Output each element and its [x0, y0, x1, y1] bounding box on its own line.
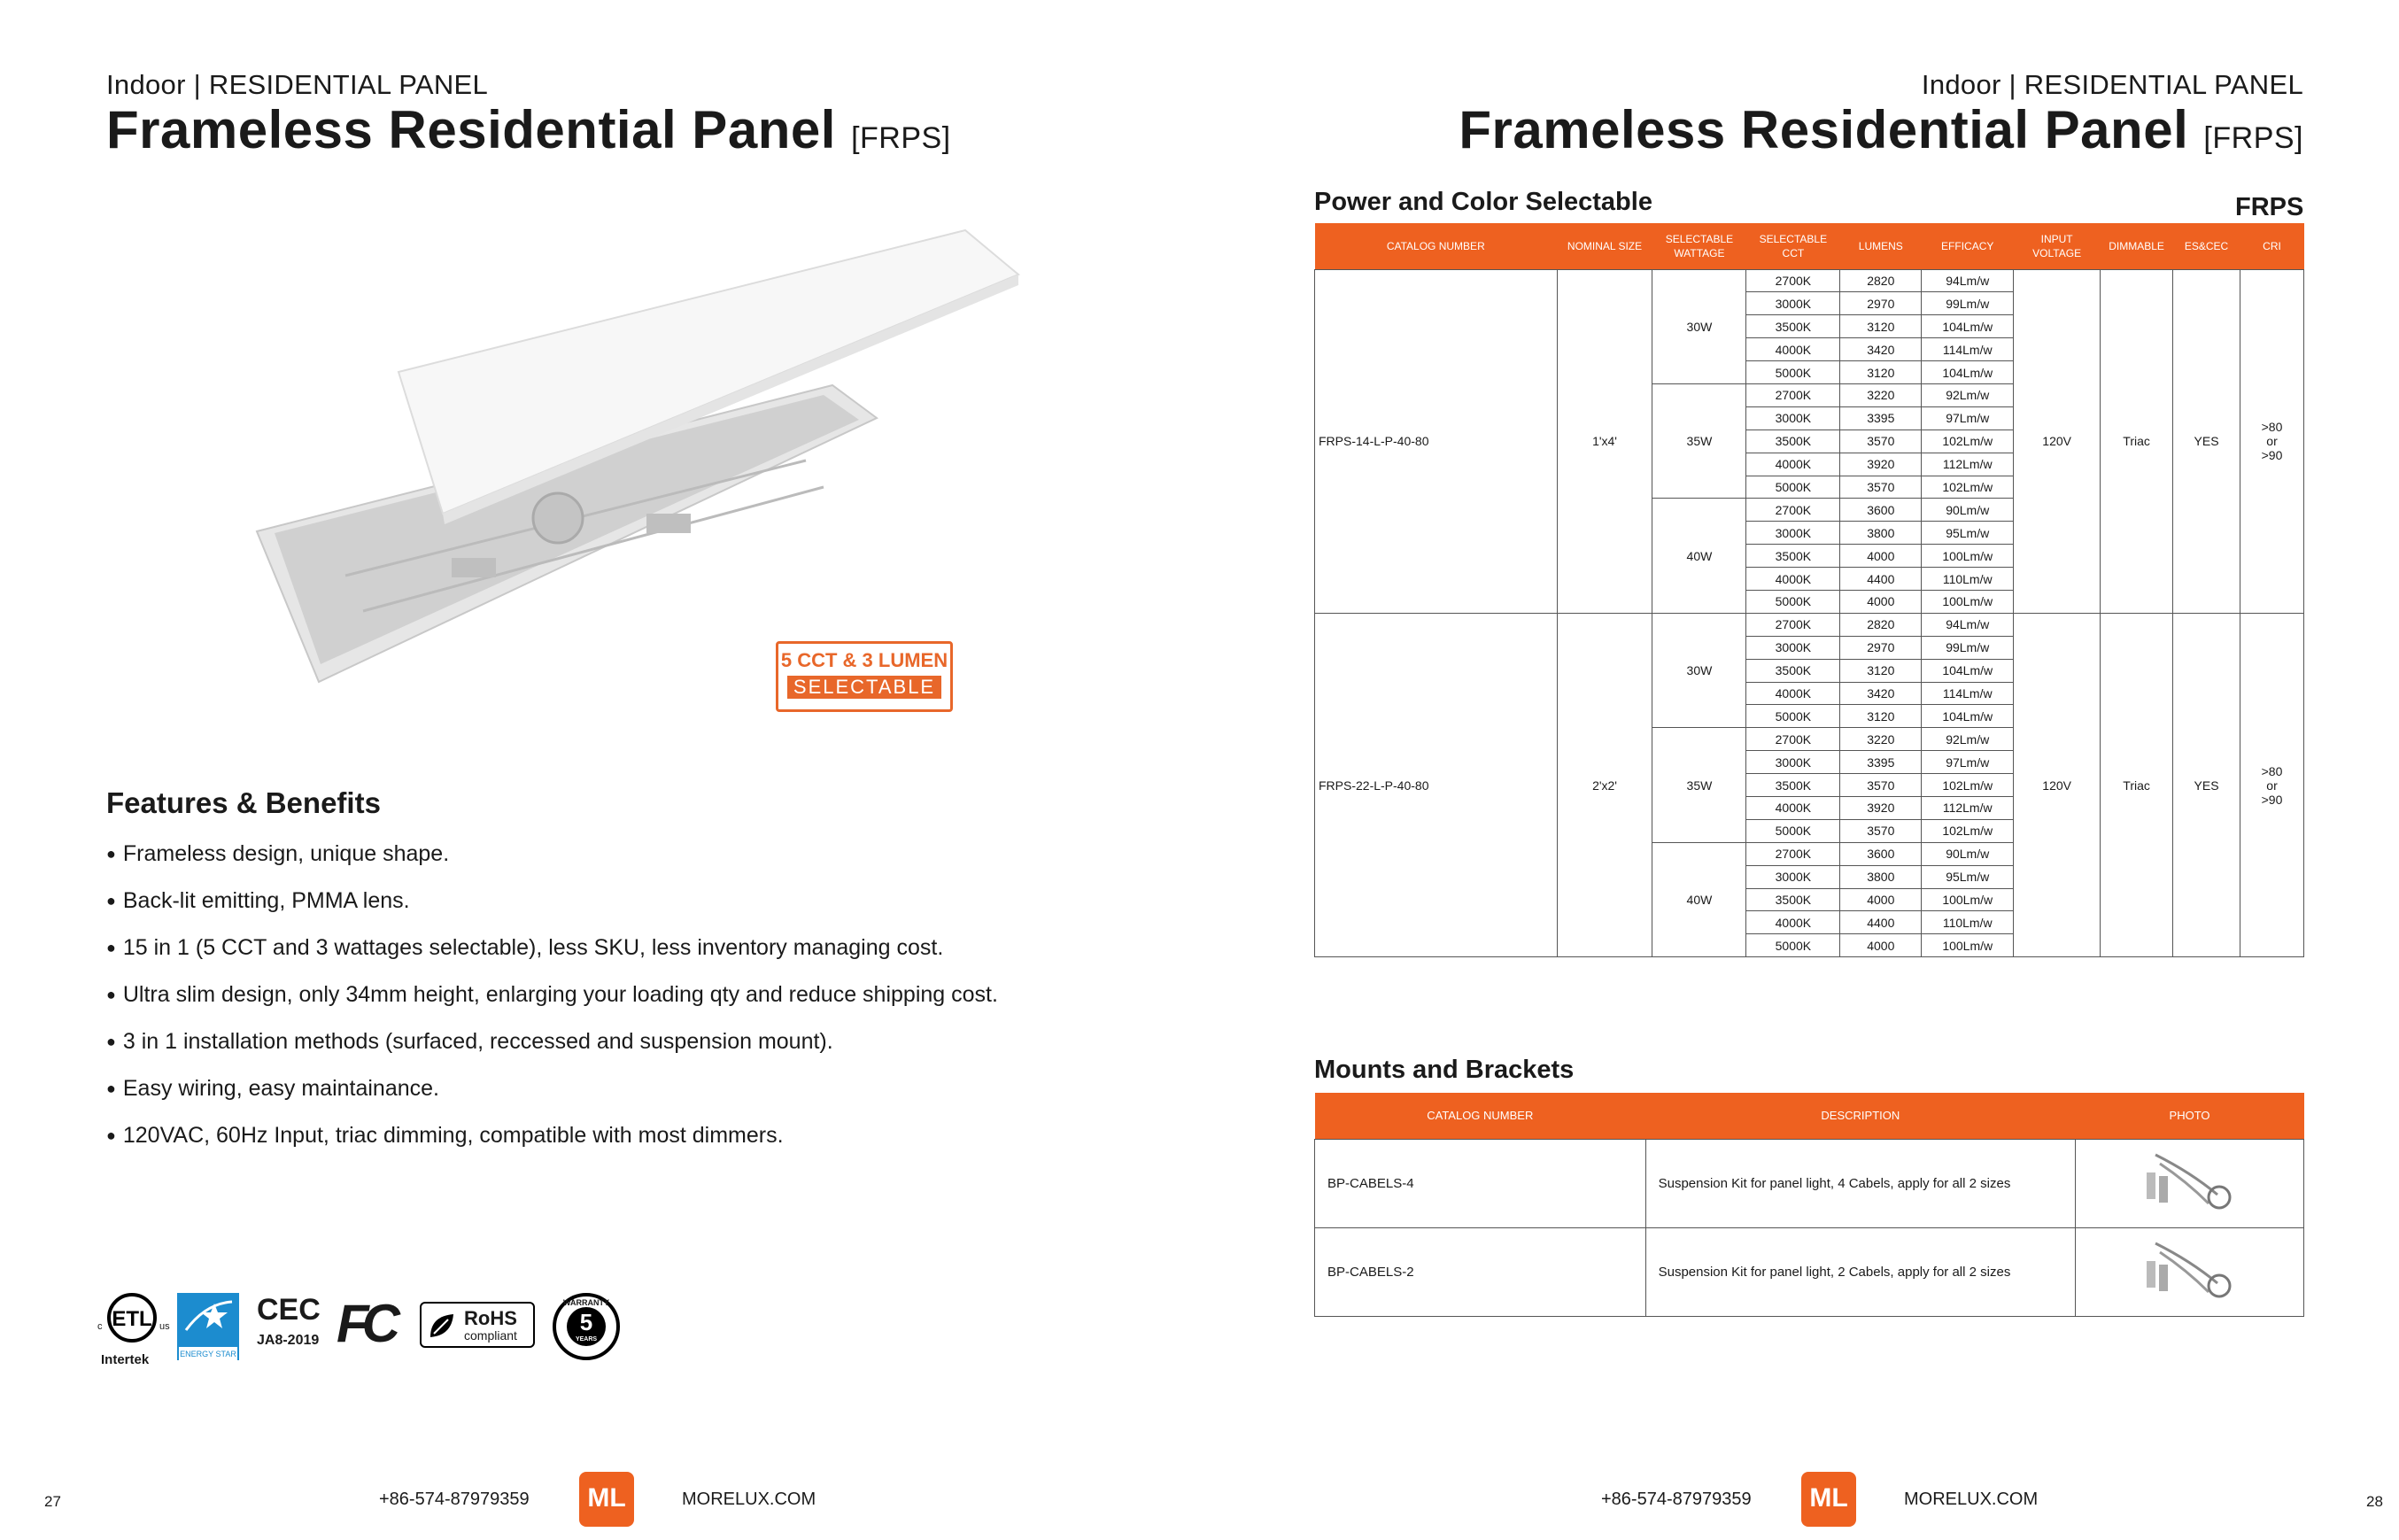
lumens: 3420	[1840, 338, 1922, 361]
lumens: 3570	[1840, 774, 1922, 797]
energy-star-label: ENERGY STAR	[179, 1347, 237, 1361]
energy-star-logo	[177, 1293, 239, 1360]
cri-line: or	[2266, 778, 2278, 793]
suspension-kit-image	[2138, 1146, 2244, 1217]
efficacy: 97Lm/w	[1922, 406, 2014, 429]
cct: 5000K	[1746, 361, 1840, 384]
spec-header-cell: CATALOG NUMBER	[1315, 223, 1558, 269]
cct: 4000K	[1746, 796, 1840, 819]
lumens: 3120	[1840, 361, 1922, 384]
efficacy: 94Lm/w	[1922, 269, 2014, 292]
rohs-sub-label: compliant	[464, 1328, 517, 1343]
efficacy: 95Lm/w	[1922, 865, 2014, 888]
lumens: 4000	[1840, 888, 1922, 911]
cct: 5000K	[1746, 590, 1840, 613]
cct: 2700K	[1746, 499, 1840, 522]
lumens: 4400	[1840, 568, 1922, 591]
cct: 2700K	[1746, 383, 1840, 406]
spec-header-cell: SELECTABLE WATTAGE	[1652, 223, 1746, 269]
warranty-years: YEARS	[575, 1336, 598, 1343]
feature-item: ● 120VAC, 60Hz Input, triac dimming, compatible with most dimmers.	[106, 1123, 998, 1170]
cct: 4000K	[1746, 568, 1840, 591]
cri	[2240, 613, 2304, 956]
right-title	[1459, 99, 2303, 160]
cct: 4000K	[1746, 682, 1840, 705]
right-ml-logo: ML	[1801, 1472, 1856, 1527]
left-phone: +86-574-87979359	[379, 1490, 530, 1509]
spec-header-cell: LUMENS	[1840, 223, 1922, 269]
efficacy: 104Lm/w	[1922, 361, 2014, 384]
input-voltage: 120V	[2014, 613, 2101, 956]
spec-table	[1314, 223, 2304, 957]
efficacy: 94Lm/w	[1922, 613, 2014, 636]
panel-product-image	[239, 221, 1036, 700]
feature-item: ● Easy wiring, easy maintainance.	[106, 1076, 998, 1123]
mount-description: Suspension Kit for panel light, 2 Cabels, apply for all 2 sizes	[1645, 1227, 2075, 1316]
lumens: 3570	[1840, 476, 1922, 499]
feature-item: ● 3 in 1 installation methods (surfaced, reccessed and suspension mount).	[106, 1029, 998, 1076]
left-ml-logo: ML	[579, 1472, 634, 1527]
right-title-code: [FRPS]	[2203, 121, 2303, 155]
dimmable: Triac	[2101, 613, 2173, 956]
cct: 3500K	[1746, 315, 1840, 338]
efficacy: 110Lm/w	[1922, 568, 2014, 591]
lumens: 2970	[1840, 636, 1922, 659]
efficacy: 99Lm/w	[1922, 636, 2014, 659]
cct: 5000K	[1746, 476, 1840, 499]
lumens: 3120	[1840, 315, 1922, 338]
efficacy: 90Lm/w	[1922, 842, 2014, 865]
right-phone: +86-574-87979359	[1601, 1490, 1752, 1509]
mount-catalog: BP-CABELS-2	[1315, 1227, 1646, 1316]
suspension-kit-image	[2138, 1234, 2244, 1305]
efficacy: 97Lm/w	[1922, 751, 2014, 774]
cri-line: >90	[2261, 792, 2283, 807]
lumens: 3220	[1840, 383, 1922, 406]
lumens: 4000	[1840, 934, 1922, 957]
feature-item: ● 15 in 1 (5 CCT and 3 wattages selectable), less SKU, less inventory managing cost.	[106, 935, 998, 982]
left-title-text: Frameless Residential Panel	[106, 100, 836, 159]
right-website[interactable]: MORELUX.COM	[1904, 1490, 2039, 1509]
left-subtitle: Indoor | RESIDENTIAL PANEL	[106, 69, 489, 100]
mount-description: Suspension Kit for panel light, 4 Cabels, apply for all 2 sizes	[1645, 1139, 2075, 1227]
wattage: 40W	[1652, 499, 1746, 613]
dimmable: Triac	[2101, 269, 2173, 613]
lumens: 3420	[1840, 682, 1922, 705]
mount-catalog: BP-CABELS-4	[1315, 1139, 1646, 1227]
lumens: 3220	[1840, 728, 1922, 751]
certifications	[92, 1293, 623, 1373]
lumens: 2820	[1840, 613, 1922, 636]
cct: 3000K	[1746, 636, 1840, 659]
warranty-seal	[553, 1293, 620, 1360]
efficacy: 99Lm/w	[1922, 292, 2014, 315]
mounts-header-cell: CATALOG NUMBER	[1315, 1093, 1646, 1139]
badge-line1: 5 CCT & 3 LUMEN	[780, 649, 948, 671]
wattage: 35W	[1652, 383, 1746, 498]
cct: 3000K	[1746, 406, 1840, 429]
mounts-header-cell: PHOTO	[2076, 1093, 2304, 1139]
lumens: 3920	[1840, 796, 1922, 819]
etl-logo	[97, 1293, 170, 1367]
cct: 4000K	[1746, 911, 1840, 934]
efficacy: 102Lm/w	[1922, 774, 2014, 797]
efficacy: 104Lm/w	[1922, 315, 2014, 338]
efficacy: 100Lm/w	[1922, 545, 2014, 568]
etl-c: c	[97, 1321, 103, 1332]
spec-header-cell: DIMMABLE	[2101, 223, 2173, 269]
left-title-code: [FRPS]	[851, 121, 951, 155]
nominal-size: 2'x2'	[1557, 613, 1652, 956]
feature-item: ● Ultra slim design, only 34mm height, enlarging your loading qty and reduce shipping cost.	[106, 982, 998, 1029]
spec-header-cell: ES&CEC	[2173, 223, 2240, 269]
efficacy: 110Lm/w	[1922, 911, 2014, 934]
spec-header-cell: NOMINAL SIZE	[1557, 223, 1652, 269]
lumens: 4400	[1840, 911, 1922, 934]
table-code: FRPS	[2235, 193, 2304, 221]
table-row	[1315, 269, 2304, 292]
lumens: 3120	[1840, 705, 1922, 728]
cct: 3500K	[1746, 659, 1840, 682]
efficacy: 100Lm/w	[1922, 934, 2014, 957]
cct: 4000K	[1746, 338, 1840, 361]
spec-header-cell: CRI	[2240, 223, 2304, 269]
right-subtitle: Indoor | RESIDENTIAL PANEL	[1921, 69, 2303, 100]
efficacy: 100Lm/w	[1922, 590, 2014, 613]
rohs-logo	[420, 1302, 535, 1348]
cct: 3000K	[1746, 522, 1840, 545]
mount-photo	[2076, 1227, 2304, 1316]
input-voltage: 120V	[2014, 269, 2101, 613]
cec-logo	[257, 1293, 321, 1349]
efficacy: 104Lm/w	[1922, 705, 2014, 728]
cct: 3500K	[1746, 429, 1840, 453]
cec-label: CEC	[257, 1293, 321, 1327]
spec-header-cell: INPUT VOLTAGE	[2014, 223, 2101, 269]
efficacy: 102Lm/w	[1922, 476, 2014, 499]
star-icon	[179, 1295, 237, 1343]
left-title	[106, 99, 951, 160]
lumens: 3395	[1840, 406, 1922, 429]
catalog-number: FRPS-22-L-P-40-80	[1315, 613, 1558, 956]
cct: 5000K	[1746, 934, 1840, 957]
cct: 3500K	[1746, 545, 1840, 568]
cct: 5000K	[1746, 705, 1840, 728]
cct: 2700K	[1746, 842, 1840, 865]
cct-lumen-badge	[776, 641, 953, 712]
svg-text:ETL: ETL	[112, 1307, 152, 1331]
efficacy: 102Lm/w	[1922, 819, 2014, 842]
left-website[interactable]: MORELUX.COM	[682, 1490, 816, 1509]
cct: 3000K	[1746, 292, 1840, 315]
lumens: 3600	[1840, 499, 1922, 522]
lumens: 2970	[1840, 292, 1922, 315]
left-page-number: 27	[44, 1493, 61, 1510]
right-title-text: Frameless Residential Panel	[1459, 100, 2189, 159]
cct: 3000K	[1746, 751, 1840, 774]
features-title: Features & Benefits	[106, 786, 381, 819]
lumens: 3570	[1840, 819, 1922, 842]
right-page-number: 28	[2366, 1493, 2383, 1510]
spec-header-cell: SELECTABLE CCT	[1746, 223, 1840, 269]
lumens: 4000	[1840, 545, 1922, 568]
cct: 4000K	[1746, 453, 1840, 476]
lumens: 3120	[1840, 659, 1922, 682]
mount-row	[1315, 1227, 2304, 1316]
efficacy: 100Lm/w	[1922, 888, 2014, 911]
lumens: 3570	[1840, 429, 1922, 453]
cri	[2240, 269, 2304, 613]
cec-sub-label: JA8-2019	[257, 1333, 320, 1348]
etl-us: us	[159, 1321, 170, 1332]
lumens: 3395	[1840, 751, 1922, 774]
lumens: 3800	[1840, 865, 1922, 888]
efficacy: 95Lm/w	[1922, 522, 2014, 545]
cri-line: >90	[2261, 448, 2283, 463]
lumens: 4000	[1840, 590, 1922, 613]
nominal-size: 1'x4'	[1557, 269, 1652, 613]
spec-header-row	[1315, 223, 2304, 269]
cct: 2700K	[1746, 613, 1840, 636]
wattage: 30W	[1652, 269, 1746, 383]
catalog-number: FRPS-14-L-P-40-80	[1315, 269, 1558, 613]
efficacy: 104Lm/w	[1922, 659, 2014, 682]
feature-item: ● Frameless design, unique shape.	[106, 841, 998, 888]
efficacy: 102Lm/w	[1922, 429, 2014, 453]
lumens: 3800	[1840, 522, 1922, 545]
warranty-center	[567, 1307, 606, 1346]
es-cec: YES	[2173, 613, 2240, 956]
leaf-icon	[427, 1311, 457, 1341]
efficacy: 112Lm/w	[1922, 796, 2014, 819]
cct: 2700K	[1746, 269, 1840, 292]
fcc-logo: FC	[337, 1294, 393, 1353]
efficacy: 90Lm/w	[1922, 499, 2014, 522]
warranty-word-top: WARRANTY	[563, 1298, 609, 1307]
wattage: 40W	[1652, 842, 1746, 956]
intertek-label: Intertek	[101, 1352, 150, 1367]
efficacy: 114Lm/w	[1922, 682, 2014, 705]
cct: 3500K	[1746, 774, 1840, 797]
efficacy: 112Lm/w	[1922, 453, 2014, 476]
lumens: 3920	[1840, 453, 1922, 476]
wattage: 30W	[1652, 613, 1746, 727]
mounts-table	[1314, 1093, 2304, 1317]
rohs-label: RoHS	[464, 1307, 517, 1329]
power-color-title: Power and Color Selectable	[1314, 188, 1652, 216]
mounts-header-row	[1315, 1093, 2304, 1139]
mount-photo	[2076, 1139, 2304, 1227]
cct: 2700K	[1746, 728, 1840, 751]
es-cec: YES	[2173, 269, 2240, 613]
wattage: 35W	[1652, 728, 1746, 842]
mounts-title: Mounts and Brackets	[1314, 1056, 1575, 1084]
mount-row	[1315, 1139, 2304, 1227]
table-row	[1315, 613, 2304, 636]
efficacy: 114Lm/w	[1922, 338, 2014, 361]
cri-line: >80	[2261, 763, 2283, 778]
mounts-header-cell: DESCRIPTION	[1645, 1093, 2075, 1139]
efficacy: 92Lm/w	[1922, 383, 2014, 406]
cct: 3500K	[1746, 888, 1840, 911]
warranty-number: 5	[579, 1309, 593, 1335]
lumens: 2820	[1840, 269, 1922, 292]
etl-icon	[101, 1293, 163, 1348]
feature-item: ● Back-lit emitting, PMMA lens.	[106, 888, 998, 935]
spec-header-cell: EFFICACY	[1922, 223, 2014, 269]
cri-line: >80	[2261, 420, 2283, 435]
cct: 5000K	[1746, 819, 1840, 842]
cri-line: or	[2266, 434, 2278, 449]
lumens: 3600	[1840, 842, 1922, 865]
efficacy: 92Lm/w	[1922, 728, 2014, 751]
features-list	[106, 841, 998, 1170]
cct: 3000K	[1746, 865, 1840, 888]
badge-line2: SELECTABLE	[787, 676, 941, 699]
